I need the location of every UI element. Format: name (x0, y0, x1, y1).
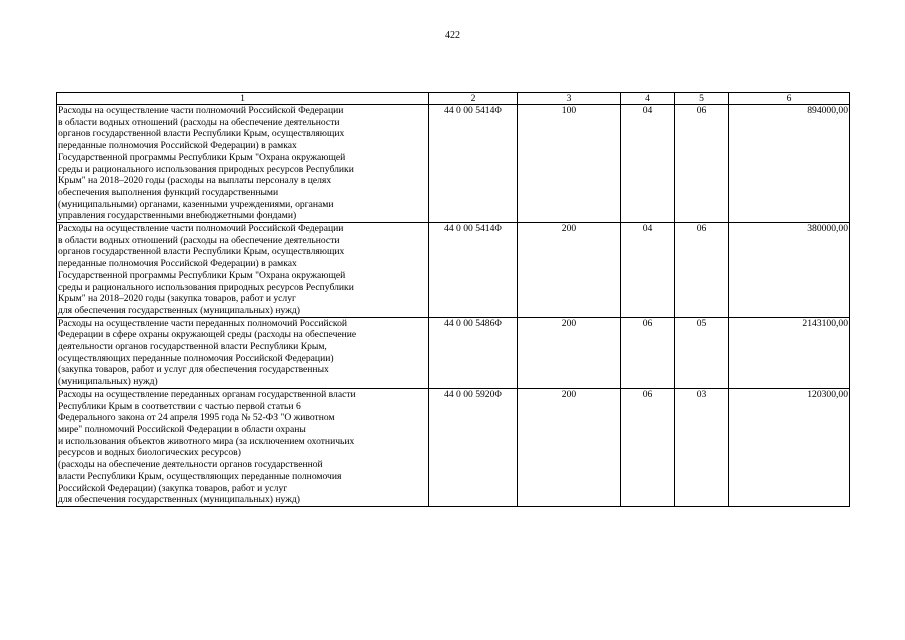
expense-name-line: переданные полномочия Российской Федерации) в рамках (58, 258, 297, 270)
column-header: 3 (518, 93, 621, 105)
expense-name-line: власти Республики Крым, осуществляющих переданные полномочия (58, 470, 342, 482)
target-code-cell: 44 0 00 5414Ф (429, 105, 518, 223)
table-row (57, 388, 850, 506)
target-code-cell: 44 0 00 5920Ф (429, 388, 518, 506)
expense-name-line: в области водных отношений (расходы на обеспечение деятельности (58, 234, 340, 246)
expense-name-line: среды и рационального использования природных ресурсов Республики (58, 281, 354, 293)
page-number: 422 (445, 30, 460, 41)
column-header: 6 (729, 93, 850, 105)
subsection-cell: 05 (675, 317, 729, 388)
expense-name-line: органов государственной власти Республики Крым, осуществляющих (58, 128, 345, 140)
expense-type-cell: 200 (518, 388, 621, 506)
expense-name-line: в области водных отношений (расходы на обеспечение деятельности (58, 116, 340, 128)
amount-cell: 120300,00 (729, 388, 850, 506)
expense-name-line: Расходы на осуществление части полномочий Российской Федерации (58, 105, 344, 116)
expense-name-line: Республики Крым в соответствии с частью первой статьи 6 (58, 400, 301, 412)
expense-name-line: (закупка товаров, работ и услуг для обеспечения государственных (58, 364, 329, 376)
expense-name-line: осуществляющих переданные полномочия Российской Федерации) (58, 352, 334, 364)
expense-name-line: Крым" на 2018–2020 годы (расходы на выплаты персоналу в целях (58, 175, 332, 187)
expense-name-line: Федерального закона от 24 апреля 1995 года № 52-ФЗ "О животном (58, 412, 335, 424)
expense-name-line: органов государственной власти Республики Крым, осуществляющих (58, 246, 345, 258)
expense-name-line: (расходы на обеспечение деятельности органов государственной (58, 459, 323, 471)
subsection-cell: 06 (675, 105, 729, 223)
expense-name-line: переданные полномочия Российской Федерации) в рамках (58, 140, 297, 152)
target-code-cell: 44 0 00 5486Ф (429, 317, 518, 388)
expense-name-line: Федерации в сфере охраны окружающей среды (расходы на обеспечение (58, 329, 357, 341)
amount-cell: 380000,00 (729, 223, 850, 318)
expense-type-cell: 200 (518, 317, 621, 388)
section-cell: 04 (621, 223, 675, 318)
expense-name-line: Крым" на 2018–2020 годы (закупка товаров, работ и услуг (58, 293, 296, 305)
table-row (57, 105, 850, 223)
expense-name-cell (57, 317, 429, 388)
expense-name-line: (муниципальных) нужд) (58, 376, 158, 388)
expense-name-cell (57, 223, 429, 318)
expense-type-cell: 200 (518, 223, 621, 318)
expense-name-line: (муниципальными) органами, казенными учреждениями, органами (58, 198, 334, 210)
expense-name-line: для обеспечения государственных (муниципальных) нужд) (58, 304, 300, 316)
target-code-cell: 44 0 00 5414Ф (429, 223, 518, 318)
expense-name-line: деятельности органов государственной власти Республики Крым, (58, 341, 327, 353)
table-row (57, 223, 850, 318)
table-header-row (57, 93, 850, 105)
amount-cell: 2143100,00 (729, 317, 850, 388)
expense-name-line: управления государственными внебюджетными фондами) (58, 210, 297, 222)
column-header: 2 (429, 93, 518, 105)
column-header: 4 (621, 93, 675, 105)
column-header: 1 (57, 93, 429, 105)
column-header: 5 (675, 93, 729, 105)
expense-name-line: Расходы на осуществление части полномочий Российской Федерации (58, 223, 344, 235)
expense-name-line: и использования объектов животного мира (за исключением охотничьих (58, 435, 355, 447)
expense-name-line: для обеспечения государственных (муниципальных) нужд) (58, 494, 300, 506)
expense-name-line: Российской Федерации) (закупка товаров, работ и услуг (58, 482, 288, 494)
expense-name-line: Расходы на осуществление части переданных полномочий Российской (58, 317, 348, 329)
table-body (57, 105, 850, 507)
expense-name-line: ресурсов и водных биологических ресурсов) (58, 447, 241, 459)
expense-name-cell (57, 105, 429, 223)
subsection-cell: 06 (675, 223, 729, 318)
expense-name-line: обеспечения выполнения функций государственными (58, 186, 279, 198)
expense-type-cell: 100 (518, 105, 621, 223)
expense-name-line: среды и рационального использования природных ресурсов Республики (58, 163, 354, 175)
expense-name-line: Государственной программы Республики Крым "Охрана окружающей (58, 269, 346, 281)
subsection-cell: 03 (675, 388, 729, 506)
section-cell: 04 (621, 105, 675, 223)
section-cell: 06 (621, 317, 675, 388)
expense-name-line: Государственной программы Республики Крым "Охрана окружающей (58, 151, 346, 163)
budget-table (56, 92, 850, 507)
expense-name-line: мире" полномочий Российской Федерации в области охраны (58, 423, 306, 435)
section-cell: 06 (621, 388, 675, 506)
amount-cell: 894000,00 (729, 105, 850, 223)
expense-name-cell (57, 388, 429, 506)
table-row (57, 317, 850, 388)
expense-name-line: Расходы на осуществление переданных органам государственной власти (58, 388, 356, 400)
